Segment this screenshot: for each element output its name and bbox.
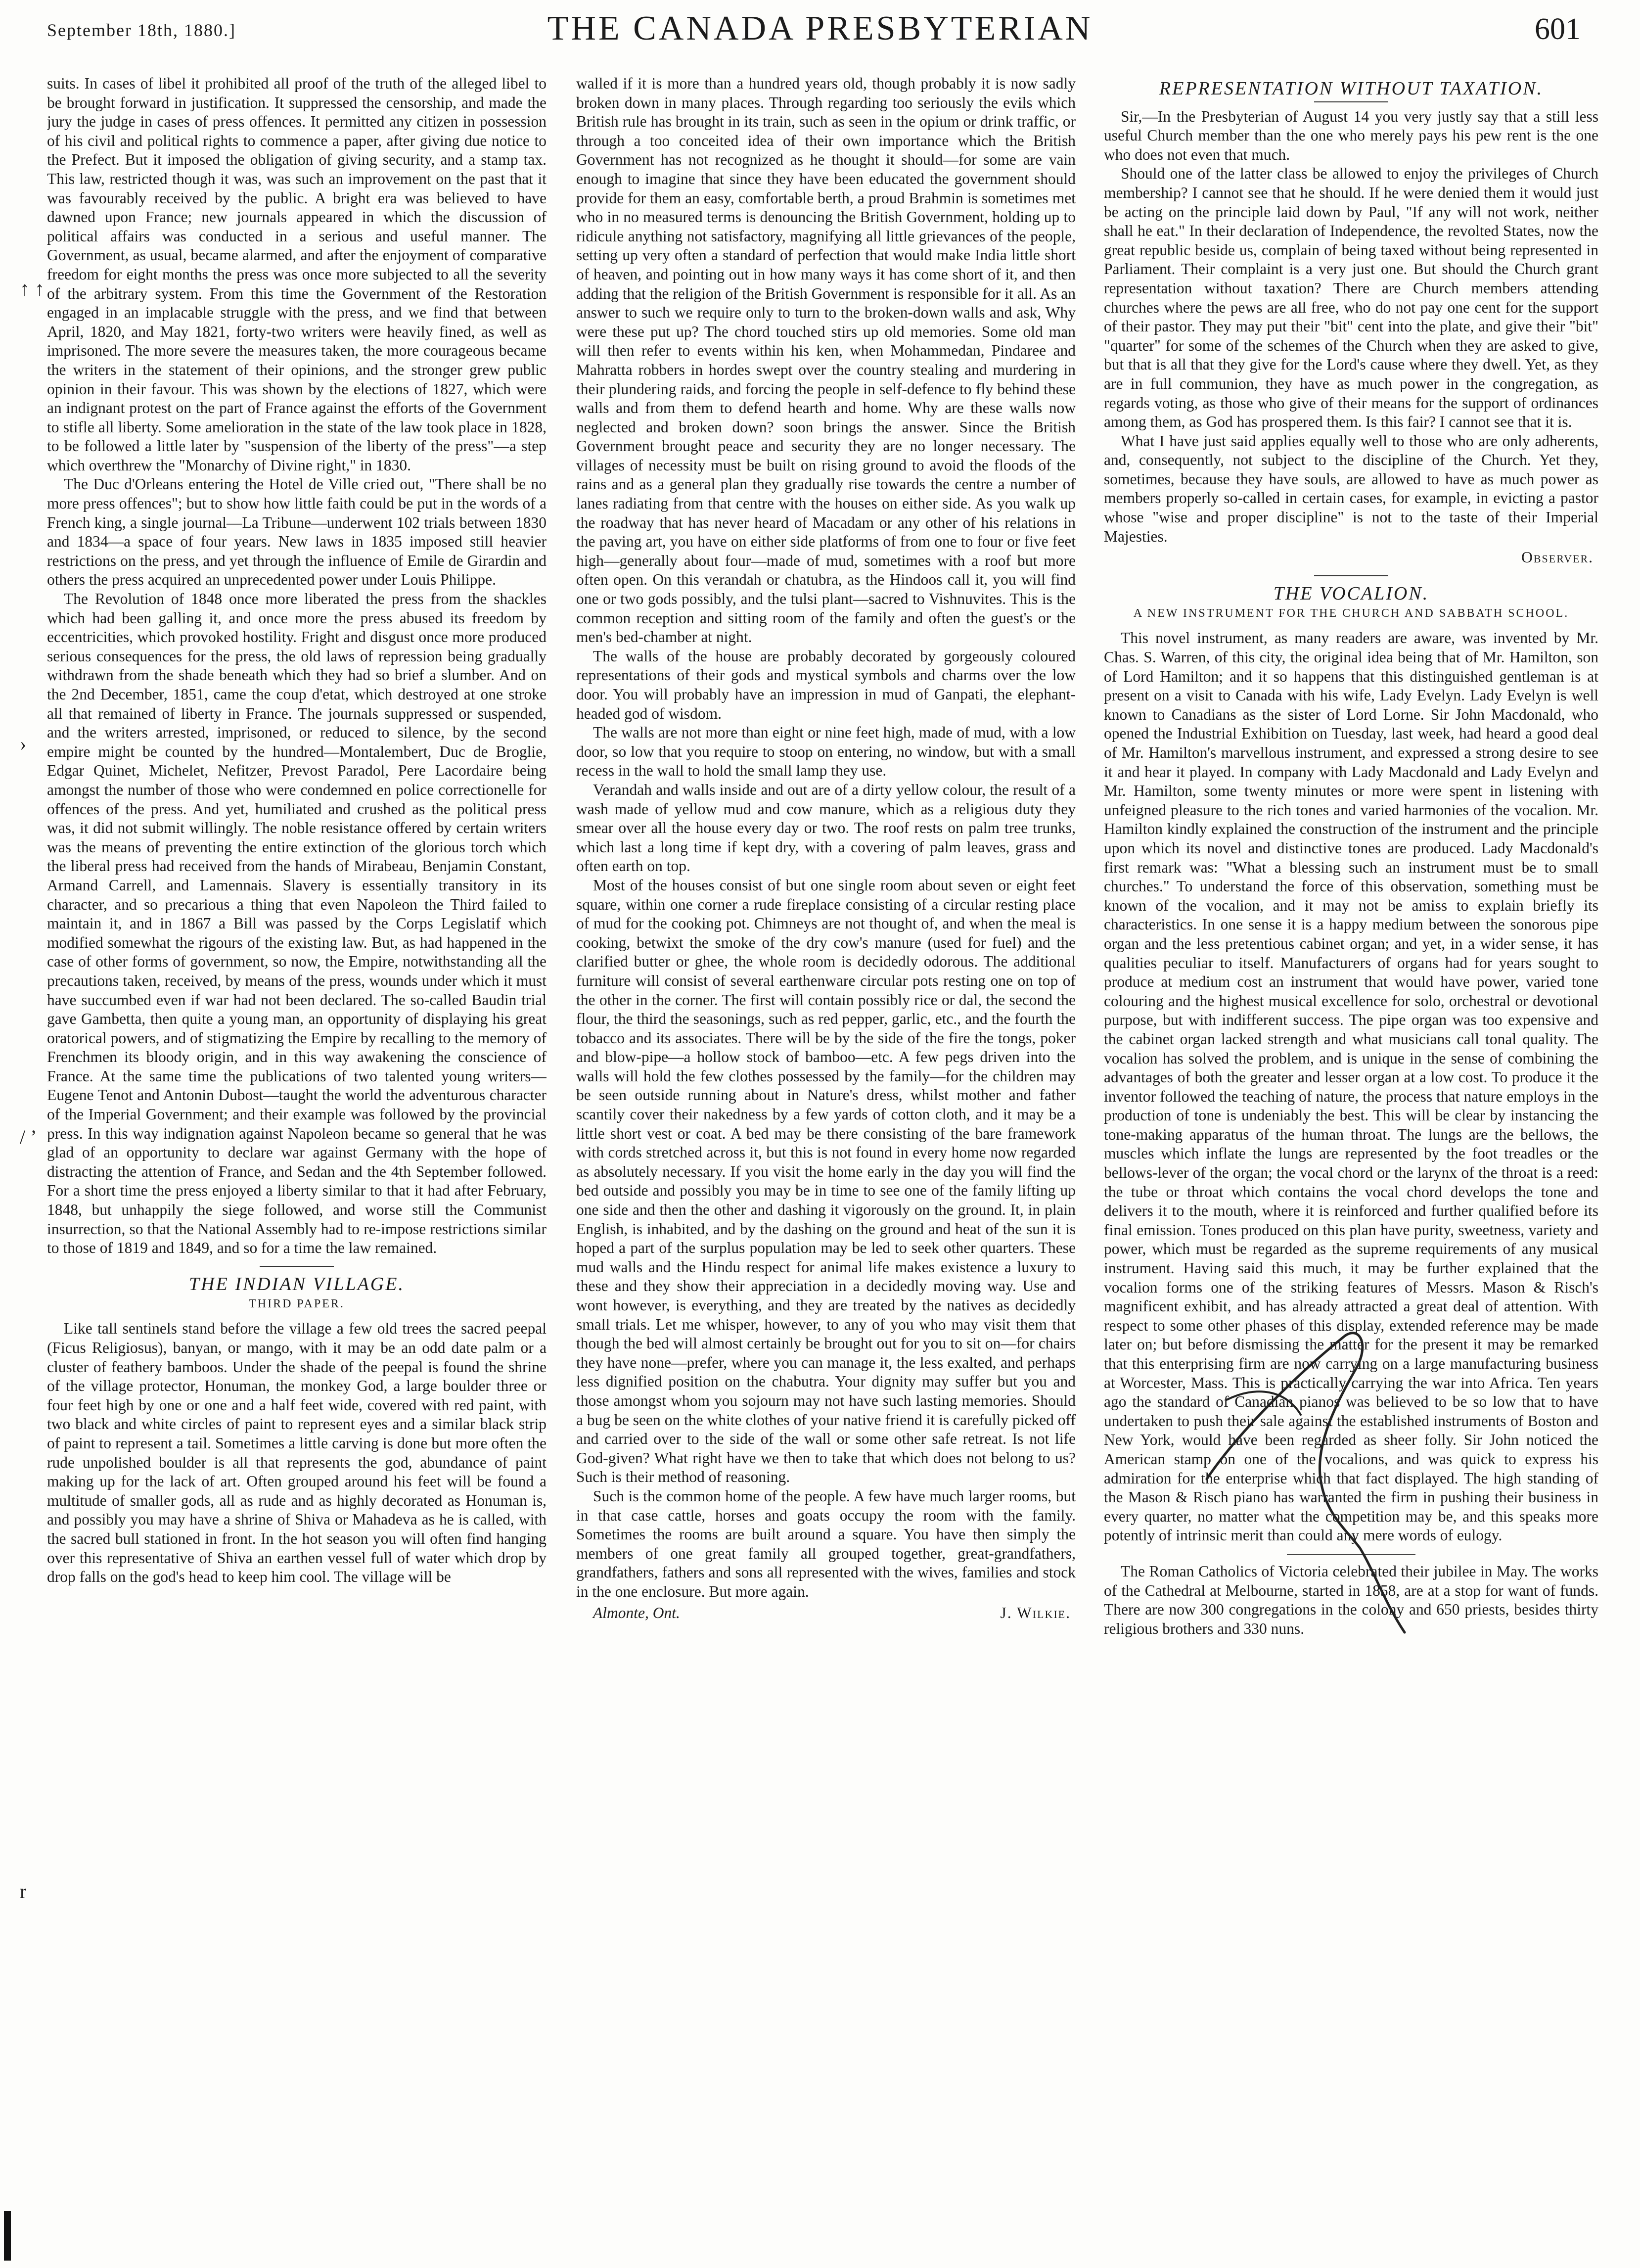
paragraph: The Roman Catholics of Victoria celebrated their jubilee in May. The works of the Cathedral at Melbourne, started in 1858, are at a stop for want of funds. There are now 300 congregations in the colony and 650 priests, besides thirty religious brothers and 330 nuns. <box>1104 1562 1598 1637</box>
paragraph: The walls of the house are probably decorated by gorgeously coloured representations of their gods and mystical symbols and charms over the low door. You will probably have an impression in mud of Ganpati, the elephant-headed god of wisdom. <box>576 647 1076 722</box>
page-number: 601 <box>1535 12 1581 46</box>
signature-name: Observer. <box>1521 549 1594 566</box>
signature-line <box>576 1604 1076 1623</box>
paragraph: walled if it is more than a hundred years old, though probably it is now sadly broken down in many places. Through regarding too seriously the evils which British rule has brought in its train, such as seen in the opium or drink traffic, or through a too conceited idea of their own importance which the British Government has not recognized as he thought it should—for some are vain enough to imagine that since they have been educated the government should provide for them an easy, comfortable berth, a proud Brahmin is sometimes met who in no measured terms is denouncing the British Government, holding up to ridicule anything not satisfactory, magnifying all little grievances of the people, setting up very often a standard of perfection that would make India little short of heaven, and pointing out in how many ways it has come short of it, and then adding that the religion of the British Government is responsible for it all. As an answer to such we require only to turn to the broken-down walls and ask, Why were these put up? The chord touched stirs up old memories. Some old man will then refer to events within his ken, when Mohammedan, Pindaree and Mahratta robbers in hordes swept over the country stealing and murdering in their plundering raids, and forcing the people in self-defence to fly behind these walls and from them to defend hearth and home. Why are these walls now neglected and broken down? soon brings the answer. Since the British Government brought peace and security they are no longer necessary. The villages of necessity must be built on rising ground to avoid the floods of the rains and as a general plan they gradually rise towards the centre a number of lanes radiating from that centre with the houses on either side. As you walk up the roadway that has never heard of Macadam or any other of his relations in the paving art, you have on either side platforms of from one to four or five feet high—generally about four—made of mud, sometimes with a roof but more often open. On this verandah or chatubra, as the Hindoos call it, you will find one or two gods possibly, and the tulsi plant—sacred to Vishnuvites. This is the common reception and sitting room of the family and often the guest's or the men's bed-chamber at night. <box>576 75 1076 646</box>
paragraph: This novel instrument, as many readers are aware, was invented by Mr. Chas. S. Warren, of this city, the original idea being that of Mr. Hamilton, son of Lord Hamilton; and it so happens that this distinguished gentleman is at present on a visit to Canada with his wife, Lady Evelyn. Lady Evelyn is well known to Canadians as the sister of Lord Lorne. Sir John Macdonald, who opened the Industrial Exhibition on Tuesday, last week, had heard a good deal of Mr. Hamilton's marvellous instrument, and expressed a strong desire to see it and hear it played. In company with Lady Macdonald and Lady Evelyn and Mr. Hamilton, some twenty minutes or more were spent in listening with unfeigned pleasure to the rich tones and varied harmonies of the vocalion. Mr. Hamilton kindly explained the construction of the instrument and the principle upon which its novel and distinctive tones are produced. Lady Macdonald's first remark was: "What a blessing such an instrument must be to small churches." To understand the force of this observation, something must be known of the vocalion, and it may not be amiss to explain briefly its characteristics. In one sense it is a happy medium between the sonorous pipe organ and the less pretentious cabinet organ; and yet, in a wider sense, it has qualities peculiar to itself. Manufacturers of organs had for years sought to produce at medium cost an instrument that would have power, varied tone colouring and the highest musical excellence for solo, orchestral or devotional purpose, but with indifferent success. The pipe organ was too expensive and the cabinet organ lacked strength and what musicians call tonal quality. The vocalion has solved the problem, and is unique in the sense of combining the advantages of both the greater and lesser organ at a low cost. To produce it the inventor followed the teaching of nature, the process that nature employs in the production of tone is undeniably the best. This will be clear by instancing the tone-making apparatus of the human throat. The lungs are the bellows, the muscles which inflate the lungs are represented by the foot treadles or the bellows-lever of the organ; the vocal chord or the larynx of the throat is a reed: the tube or throat which contains the vocal chord develops the tone and delivers it to the mouth, where it is reinforced and further qualified before its final emission. Tones produced on this plan have purity, sweetness, variety and power, which must be regarded as the supreme requirements of any musical instrument. Having said this much, it may be further explained that the vocalion forms one of the striking features of Messrs. Mason & Risch's magnificent exhibit, and has already attracted a great deal of attention. With respect to some other phases of this display, extended reference may be made later on; but before dismissing the matter for the present it may be remarked that this enterprising firm are now carrying on a large manufacturing business at Worcester, Mass. This is practically carrying the war into Africa. Ten years ago the standard of Canadian pianos was believed to be so low that to have undertaken to push their sale against the established instruments of Boston and New York, would have been regarded as sheer folly. Sir John noticed the American stamp on one of the vocalions, and was quick to express his admiration for the enterprise which that fact displayed. The high standing of the Mason & Risch piano has warranted the firm in pushing their business in every quarter, no matter what the competition may be, and this speaks more potently of intrinsic merit than could any mere words of eulogy. <box>1104 629 1598 1544</box>
paragraph: Verandah and walls inside and out are of a dirty yellow colour, the result of a wash made of yellow mud and cow manure, which as a religious duty they smear over all the house every day or two. The roof rests on palm tree trunks, which last a long time if kept dry, with a covering of palm leaves, grass and often earth on top. <box>576 781 1076 875</box>
article-title: THE VOCALION. <box>1273 583 1429 604</box>
paragraph: The walls are not more than eight or nine feet high, made of mud, with a low door, so low that you require to stoop on entering, no window, but with a small recess in the wall to hold the small lamp they use. <box>576 724 1076 780</box>
article-title: THE INDIAN VILLAGE. <box>189 1273 405 1295</box>
paragraph: Should one of the latter class be allowed to enjoy the privileges of Church membership? I cannot see that he should. If he were denied them it would just be acting on the principle laid down by Paul, "If any will not work, neither shall he eat." In their declaration of Independence, the revolted States, now the great republic beside us, complain of being taxed without being represented in Parliament. Their complaint is a very just one. But should the Church grant representation without taxation? There are Church members attending churches where the pews are all free, who do not pay one cent for the support of their pastor. They may put their "bit" cent into the plate, and give their "bit" "quarter" for some of the schemes of the Church when they are asked to give, but that is all that they give for the Lord's cause where they dwell. Yet, as they are in full communion, they have as much power in the congregation, as regards voting, as those who give of their means for the support of ordinances among them, as God has prospered them. Is this fair? I cannot see that it is. <box>1104 165 1598 431</box>
paragraph: The Revolution of 1848 once more liberated the press from the shackles which had been galling it, and once more the press abused its freedom by eccentricities, which provoked hostility. Fright and disgust once more produced serious consequences for the press, the old laws of repression being gradually withdrawn from the shade beneath which they had so brief a slumber. And on the 2nd December, 1851, came the coup d'etat, which destroyed at one stroke all that remained of liberty in France. The journals suppressed or suspended, and the writers arrested, imprisoned, or reduced to silence, by the second empire might be counted by the hundred—Montalembert, Duc de Broglie, Edgar Quinet, Michelet, Nefitzer, Prevost Paradol, Pere Lacordaire being amongst the number of those who were condemned en police correctionelle for offences of the press. And yet, humiliated and crushed as the political press was, it did not submit willingly. The noble resistance offered by certain writers was the means of preventing the entire extinction of the glorious torch which the liberal press had received from the hands of Mirabeau, Benjamin Constant, Armand Carrell, and Lamennais. Slavery is essentially transitory in its character, and so precarious a thing that even Napoleon the Third failed to maintain it, and in 1867 a Bill was passed by the Corps Legislatif which modified somewhat the rigours of the existing law. But, as had happened in the case of other forms of government, so now, the Empire, notwithstanding all the precautions taken, received, by means of the press, wounds under which it must have succumbed even if war had not been declared. The so-called Baudin trial gave Gambetta, then quite a young man, an opportunity of displaying his great oratorical powers, and of stigmatizing the Empire by recalling to the memory of Frenchmen its bloody origin, and in this way awakening the conscience of France. At the same time the publications of two talented young writers—Eugene Tenot and Antonin Dubost—taught the world the adventurous character of the Imperial Government; and their example was followed by the provincial press. In this way indignation against Napoleon became so general that he was glad of an opportunity to declare war against Germany with the hope of distracting the attention of France, and Sedan and the 4th September followed. For a short time the press enjoyed a liberty similar to that it had after February, 1848, but unhappily the siege followed, and worse still the Communist insurrection, so that the National Assembly had to re-impose restrictions similar to those of 1819 and 1849, and so for a time the law remained. <box>47 590 547 1257</box>
margin-mark: ↑ ↑ <box>20 278 45 300</box>
signature-place: Almonte, Ont. <box>593 1604 680 1621</box>
paragraph: Most of the houses consist of but one single room about seven or eight feet square, within one corner a rude fireplace consisting of a circular resting place of mud for the cooking pot. Chimneys are not thought of, and when the meal is cooking, betwixt the smoke of the dry cow's manure (used for fuel) and the clarified butter or ghee, the whole room is decidedly odorous. The additional furniture will consist of several earthenware circular pots resting one on top of the other in the corner. The first will contain possibly rice or dal, the second the flour, the third the seasonings, such as red pepper, garlic, etc., and the fourth the tobacco and its associates. There will be by the side of the fire the tongs, poker and blow-pipe—a hollow stock of bamboo—etc. A few pegs driven into the walls will hold the few clothes possessed by the family—for the children may be seen outside running about in Nature's dress, whilst mother and father scantily cover their nakedness by a few yards of cotton cloth, and it may be a little short vest or coat. A bed may be there consisting of the bare framework with cords stretched across it, but this is not found in every home now regarded as absolutely necessary. If you visit the home early in the day you will find the bed outside and possibly you may be in time to see one of the family lifting up one side and then the other and dashing it vigorously on the ground. It, in plain English, is inhabited, and by the dashing on the ground and heat of the sun it is hoped a part of the surplus population may be led to seek other quarters. These mud walls and the Hindu respect for animal life makes existence a luxury to these and they show their appreciation in a decidedly moving way. Use and wont however, is everything, and they are treated by the natives as decidedly small trials. Let me whisper, however, to any of you who may visit them that though the bed will almost certainly be brought out for you to sit on—for chairs they have none—prefer, where you can manage it, the less exalted, and perhaps less dignified position on the chabutra. Your dignity may suffer but you and those amongst whom you sojourn may not have such lasting memories. Should a bug be seen on the white clothes of your native friend it is carefully picked off and carried over to the side of the wall or some other safe retreat. Is not life God-given? What right have we then to take that which does not belong to us? Such is their method of reasoning. <box>576 876 1076 1486</box>
signature-line <box>1104 548 1598 567</box>
column-1 <box>47 74 547 2251</box>
paragraph: Sir,—In the Presbyterian of August 14 you very justly say that a still less useful Church member than the one who merely pays his pew rent is the one who does not even that much. <box>1104 107 1598 163</box>
article-subtitle: THIRD PAPER. <box>249 1297 345 1311</box>
margin-mark: › <box>20 733 27 755</box>
article-subtitle: A NEW INSTRUMENT FOR THE CHURCH AND SABBATH SCHOOL. <box>1133 607 1569 620</box>
masthead-title: THE CANADA PRESBYTERIAN <box>547 9 1093 47</box>
divider <box>1314 575 1388 576</box>
paragraph: What I have just said applies equally well to those who are only adherents, and, consequently, not subject to the discipline of the Church. Yet they, sometimes, because they have souls, are allowed to have as much power as members properly so-called in certain cases, for example, in evicting a pastor whose "wise and proper discipline" is not to the taste of their Imperial Majesties. <box>1104 432 1598 545</box>
margin-mark: / ’ <box>20 1126 37 1148</box>
divider <box>260 1266 334 1267</box>
paragraph: suits. In cases of libel it prohibited all proof of the truth of the alleged libel to be brought forward in justification. It suppressed the censorship, and made the jury the judge in cases of press offences. It permitted any citizen in possession of his civil and political rights to commence a paper, after giving due notice to the Prefect. But it imposed the obligation of giving security, and a stamp tax. This law, restricted though it was, was such an improvement on the past that it was favourably received by the public. A bright era was believed to have dawned upon France; new journals appeared in which the discussion of political affairs was conducted in a serious and useful manner. The Government, as usual, became alarmed, and after the enjoyment of comparative freedom for eight months the press was once more subjected to all the severity of the arbitrary system. From this time the Government of the Restoration engaged in an implacable struggle with the press, and we find that between April, 1820, and May 1821, forty-two writers were heavily fined, as well as imprisoned. The more severe the measures taken, the more courageous became the writers in the statement of their opinions, and the stronger grew public opinion in their favour. This was shown by the elections of 1827, which were an indignant protest on the part of France against the efforts of the Government to stifle all liberty. Some amelioration in the state of the law took place in 1828, to be followed a little later by "suspension of the liberty of the press"—a step which overthrew the "Monarchy of Divine right," in 1830. <box>47 75 547 474</box>
divider <box>1287 1554 1415 1555</box>
paragraph: The Duc d'Orleans entering the Hotel de Ville cried out, "There shall be no more press offences"; but to show how little faith could be put in the words of a French king, a single journal—La Tribune—underwent 102 trials between 1830 and 1834—a space of four years. New laws in 1835 imposed still heavier restrictions on the press, and yet through the influence of Emile de Girardin and others the press acquired an unprecedented power under Louis Philippe. <box>47 475 547 589</box>
article-title: REPRESENTATION WITHOUT TAXATION. <box>1159 78 1544 99</box>
column-2 <box>576 74 1076 2251</box>
margin-mark: r <box>20 1880 27 1902</box>
divider <box>1314 101 1388 102</box>
column-3 <box>1104 74 1598 2251</box>
paragraph: Like tall sentinels stand before the village a few old trees the sacred peepal (Ficus Religiosus), banyan, or mango, with it may be an odd date palm or a cluster of feathery bamboos. Under the shade of the peepal is found the shrine of the village protector, Honuman, the monkey God, a large boulder three or four feet high by one or one and a half feet wide, covered with red paint, with two black and white circles of paint to represent eyes and a similar black strip of paint to represent a tail. Sometimes a little carving is done but more often the rude unpolished boulder is all that represents the god, abundance of paint making up for the lack of art. Often grouped around his feet will be found a multitude of smaller gods, all as rude and as highly decorated as Honuman is, and possibly you may have a shrine of Shiva or Mahadeva as he is called, with the sacred bull stationed in front. In the hot season you will often find hanging over this representative of Shiva an earthen vessel full of water which drop by drop falls on the god's head to keep him cool. The village will be <box>47 1320 547 1586</box>
signature-name: J. Wilkie. <box>1000 1604 1071 1621</box>
issue-date: September 18th, 1880.] <box>47 20 236 40</box>
corner-mark <box>4 2211 11 2261</box>
paragraph: Such is the common home of the people. A few have much larger rooms, but in that case cattle, horses and goats occupy the room with the family. Sometimes the rooms are built around a square. You have then simply the members of one great family all grouped together, great-grandfathers, grandfathers, fathers and sons all represented with the wives, families and stock in the one enclosure. But more again. <box>576 1487 1076 1600</box>
